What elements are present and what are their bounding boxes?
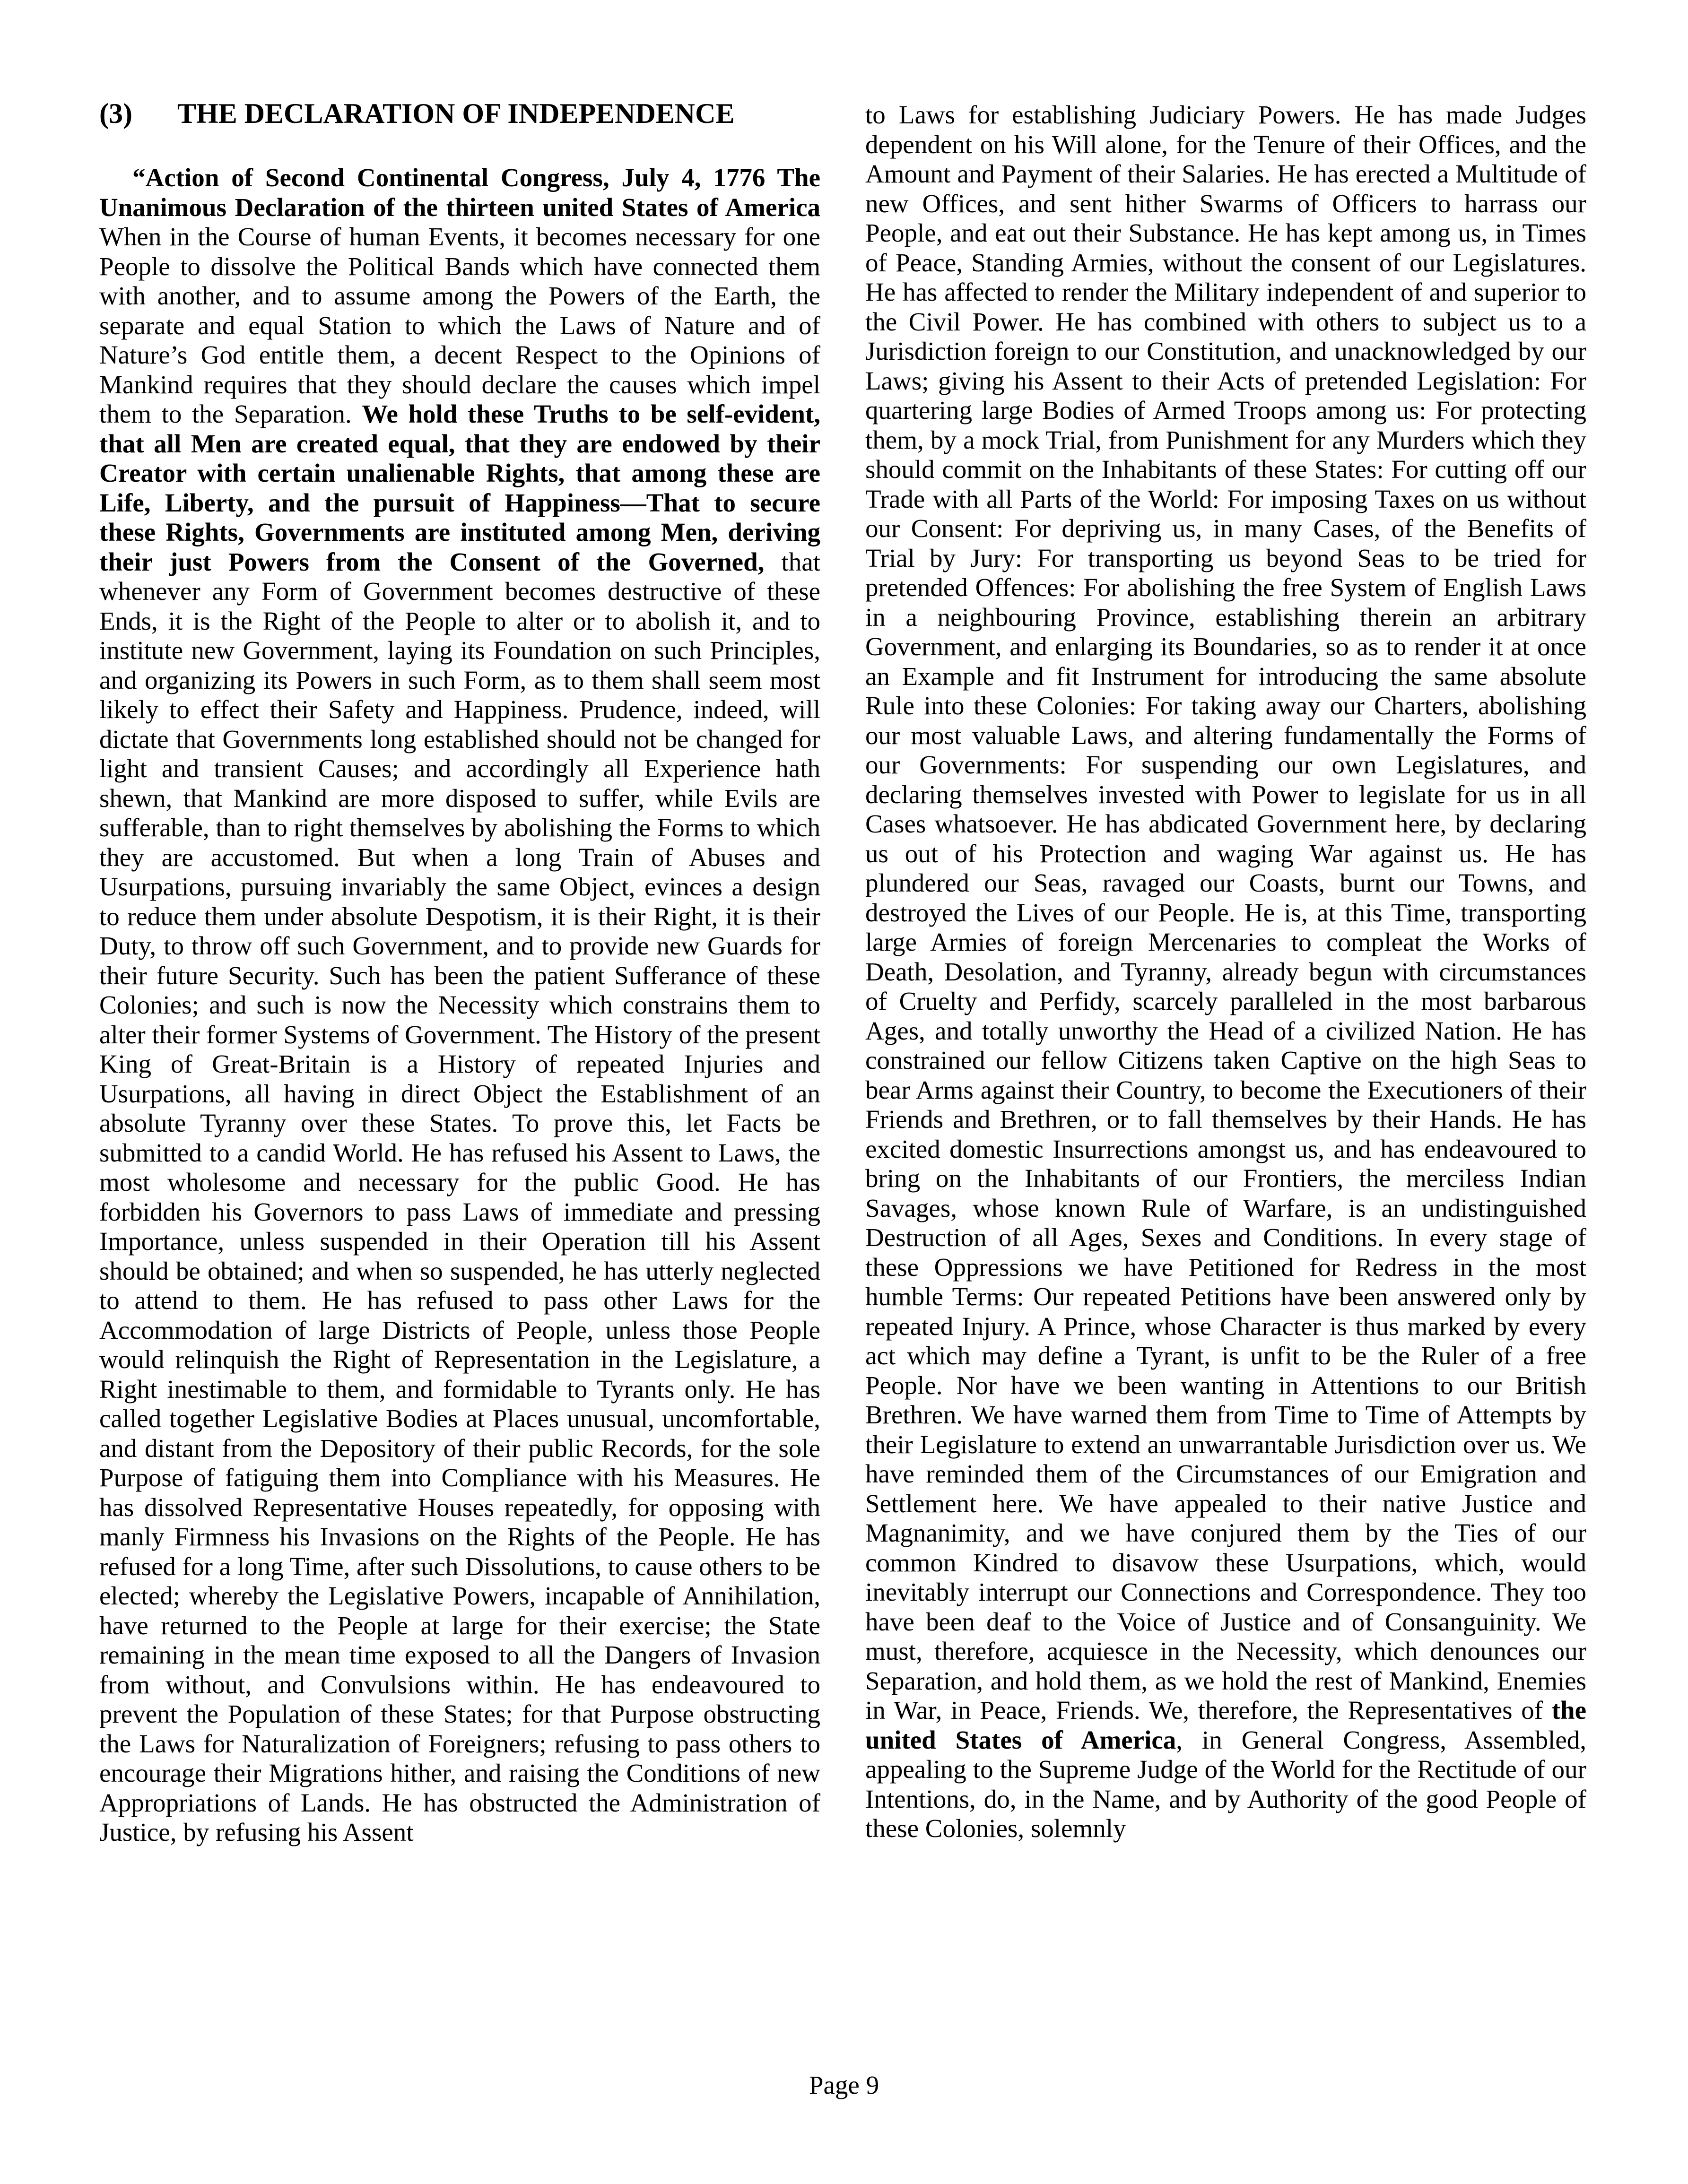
declaration-text-part-4: , in General Congress, Assembled, appealing to the Supreme Judge of the World for the Rectitude of our Intentions, do, in the Name, and by Authority of the good People of these Colonies, solemnly bbox=[865, 1725, 1587, 1843]
section-heading bbox=[99, 97, 820, 130]
declaration-paragraph-continued bbox=[865, 100, 1586, 1844]
declaration-text-part-3: to Laws for establishing Judiciary Powers. He has made Judges dependent on his Will alone, for the Tenure of their Offices, and the Amount and Payment of their Salaries. He has erected a Multitude of new Offices, and sent hither Swarms of Officers to harrass our People, and eat out their Substance. He has kept among us, in Times of Peace, Standing Armies, without the consent of our Legislatures. He has affected to render the Military independent of and superior to the Civil Power. He has combined with others to subject us to a Jurisdiction foreign to our Constitution, and unacknowledged by our Laws; giving his Assent to their Acts of pretended Legislation: For quartering large Bodies of Armed Troops among us: For protecting them, by a mock Trial, from Punishment for any Murders which they should commit on the Inhabitants of these States: For cutting off our Trade with all Parts of the World: For imposing Taxes on us without our Consent: For depriving us, in many Cases, of the Benefits of Trial by Jury: For transporting us beyond Seas to be tried for pretended Offences: For abolishing the free System of English Laws in a neighbouring Province, establishing therein an arbitrary Government, and enlarging its Boundaries, so as to render it at once an Example and fit Instrument for introducing the same absolute Rule into these Colonies: For taking away our Charters, abolishing our most valuable Laws, and altering fundamentally the Forms of our Governments: For suspending our own Legislatures, and declaring themselves invested with Power to legislate for us in all Cases whatsoever. He has abdicated Government here, by declaring us out of his Protection and waging War against us. He has plundered our Seas, ravaged our Coasts, burnt our Towns, and destroyed the Lives of our People. He is, at this Time, transporting large Armies of foreign Mercenaries to compleat the Works of Death, Desolation, and Tyranny, already begun with circumstances of Cruelty and Perfidy, scarcely paralleled in the most barbarous Ages, and totally unworthy the Head of a civilized Nation. He has constrained our fellow Citizens taken Captive on the high Seas to bear Arms against their Country, to become the Executioners of their Friends and Brethren, or to fall themselves by their Hands. He has excited domestic Insurrections amongst us, and has endeavoured to bring on the Inhabitants of our Frontiers, the merciless Indian Savages, whose known Rule of Warfare, is an undistinguished Destruction of all Ages, Sexes and Conditions. In every stage of these Oppressions we have Petitioned for Redress in the most humble Terms: Our repeated Petitions have been answered only by repeated Injury. A Prince, whose Character is thus marked by every act which may define a Tyrant, is unfit to be the Ruler of a free People. Nor have we been wanting in Attentions to our British Brethren. We have warned them from Time to Time of Attempts by their Legislature to extend an unwarrantable Jurisdiction over us. We have reminded them of the Circumstances of our Emigration and Settlement here. We have appealed to their native Justice and Magnanimity, and we have conjured them by the Ties of our common Kindred to disavow these Usurpations, which, would inevitably interrupt our Connections and Correspondence. They too have been deaf to the Voice of Justice and of Consanguinity. We must, therefore, acquiesce in the Necessity, which denounces our Separation, and hold them, as we hold the rest of Mankind, Enemies in War, in Peace, Friends. We, therefore, the Representatives of bbox=[865, 100, 1586, 1725]
declaration-bold-intro: “Action of Second Continental Congress, July 4, 1776 The Unanimous Declaration of the thirteen united States of America bbox=[99, 163, 820, 222]
declaration-bold-truths: We hold these Truths to be self-evident, that all Men are created equal, that they are endowed by their Creator with certain unalienable Rights, that among these are Life, Liberty, and the pursuit of Happiness—That to secure these Rights, Governments are instituted among Men, deriving their just Powers from the Consent of the Governed, bbox=[99, 399, 820, 576]
right-column bbox=[865, 100, 1586, 1844]
section-number: (3) bbox=[99, 98, 132, 129]
page-number: Page 9 bbox=[809, 2071, 879, 2099]
declaration-paragraph-start bbox=[99, 163, 820, 1847]
declaration-bold-united-states: the united States of America bbox=[865, 1696, 1586, 1754]
declaration-text-part-2: that whenever any Form of Government becomes destructive of these Ends, it is the Right of the People to alter or to abolish it, and to institute new Government, laying its Foundation on such Principles, and organizing its Powers in such Form, as to them shall seem most likely to effect their Safety and Happiness. Prudence, indeed, will dictate that Governments long established should not be changed for light and transient Causes; and accordingly all Experience hath shewn, that Mankind are more disposed to suffer, while Evils are sufferable, than to right themselves by abolishing the Forms to which they are accustomed. But when a long Train of Abuses and Usurpations, pursuing invariably the same Object, evinces a design to reduce them under absolute Despotism, it is their Right, it is their Duty, to throw off such Government, and to provide new Guards for their future Security. Such has been the patient Sufferance of these Colonies; and such is now the Necessity which constrains them to alter their former Systems of Government. The History of the present King of Great-Britain is a History of repeated Injuries and Usurpations, all having in direct Object the Establishment of an absolute Tyranny over these States. To prove this, let Facts be submitted to a candid World. He has refused his Assent to Laws, the most wholesome and necessary for the public Good. He has forbidden his Governors to pass Laws of immediate and pressing Importance, unless suspended in their Operation till his Assent should be obtained; and when so suspended, he has utterly neglected to attend to them. He has refused to pass other Laws for the Accommodation of large Districts of People, unless those People would relinquish the Right of Representation in the Legislature, a Right inestimable to them, and formidable to Tyrants only. He has called together Legislative Bodies at Places unusual, uncomfortable, and distant from the Depository of their public Records, for the sole Purpose of fatiguing them into Compliance with his Measures. He has dissolved Representative Houses repeatedly, for opposing with manly Firmness his Invasions on the Rights of the People. He has refused for a long Time, after such Dissolutions, to cause others to be elected; whereby the Legislative Powers, incapable of Annihilation, have returned to the People at large for their exercise; the State remaining in the mean time exposed to all the Dangers of Invasion from without, and Convulsions within. He has endeavoured to prevent the Population of these States; for that Purpose obstructing the Laws for Naturalization of Foreigners; refusing to pass others to encourage their Migrations hither, and raising the Conditions of new Appropriations of Lands. He has obstructed the Administration of Justice, by refusing his Assent bbox=[99, 547, 820, 1846]
left-column bbox=[99, 97, 820, 1847]
section-title: THE DECLARATION OF INDEPENDENCE bbox=[177, 98, 735, 129]
declaration-text-part-1: When in the Course of human Events, it becomes necessary for one People to dissolve the Political Bands which have connected them with another, and to assume among the Powers of the Earth, the separate and equal Station to which the Laws of Nature and of Nature’s God entitle them, a decent Respect to the Opinions of Mankind requires that they should declare the causes which impel them to the Separation. bbox=[99, 222, 820, 428]
